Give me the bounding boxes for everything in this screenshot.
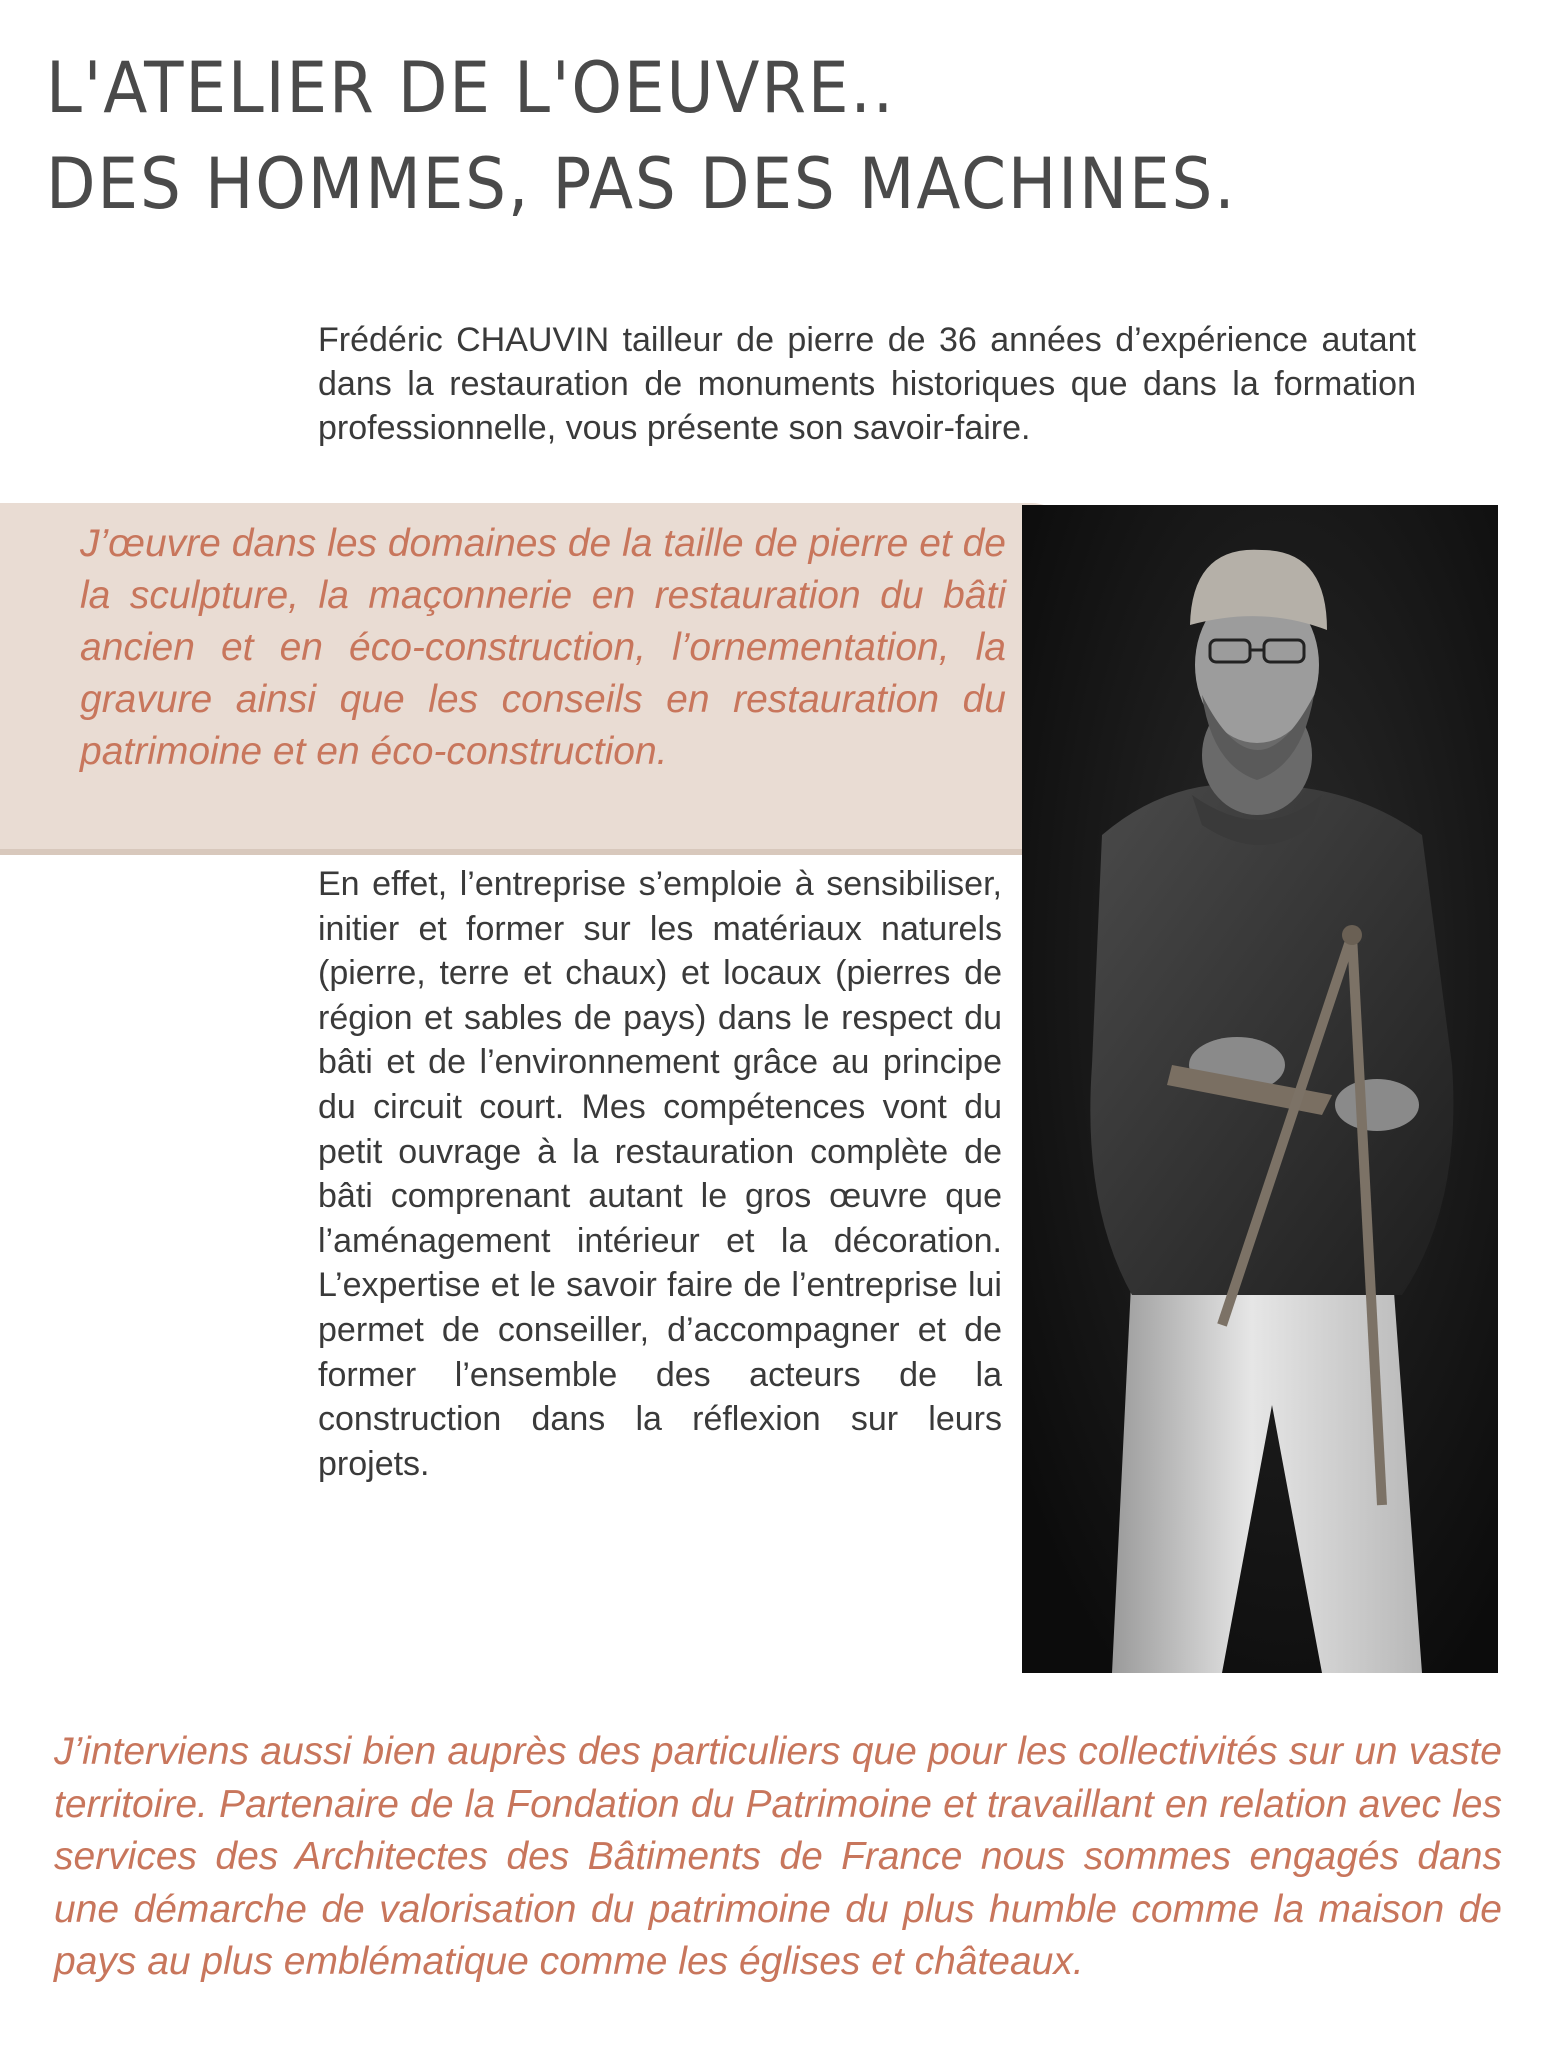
- page-title-line-1: L'ATELIER DE L'OEUVRE..: [46, 47, 896, 129]
- portrait-photo: [1022, 505, 1498, 1673]
- closing-paragraph: J’interviens aussi bien auprès des particuliers que pour les collectivités sur un vaste territoire. Partenaire de la Fondation du Patrimoine et travaillant en relation avec les services des Architectes des Bâtiments de France nous sommes engagés dans une démarche de valorisation du patrimoine du plus humble comme la maison de pays au plus emblématique comme les églises et châteaux.: [54, 1730, 1502, 1983]
- portrait-illustration: [1022, 505, 1498, 1673]
- page-title-line-2: DES HOMMES, PAS DES MACHINES.: [46, 143, 1237, 225]
- page-title: [46, 40, 1389, 232]
- intro-paragraph: Frédéric CHAUVIN tailleur de pierre de 36 années d’expérience autant dans la restauration de monuments historiques que dans la formation professionnelle, vous présente son savoir-faire.: [318, 321, 1416, 447]
- body-paragraph: En effet, l’entreprise s’emploie à sensibiliser, initier et former sur les matériaux naturels (pierre, terre et chaux) et locaux (pierres de région et sables de pays) dans le respect du bâti et de l’environnement grâce au principe du circuit court. Mes compétences vont du petit ouvrage à la restauration complète de bâti comprenant autant le gros œuvre que l’aménagement intérieur et la décoration. L’expertise et le savoir faire de l’entreprise lui permet de conseiller, d’accompagner et de former l’ensemble des acteurs de la construction dans la réflexion sur leurs projets.: [318, 865, 1002, 1483]
- quote-text: J’œuvre dans les domaines de la taille de pierre et de la sculpture, la maçonnerie en restauration du bâti ancien et en éco-construction, l’ornementation, la gravure ainsi que les conseils en restauration du patrimoine et en éco-construction.: [80, 522, 1006, 773]
